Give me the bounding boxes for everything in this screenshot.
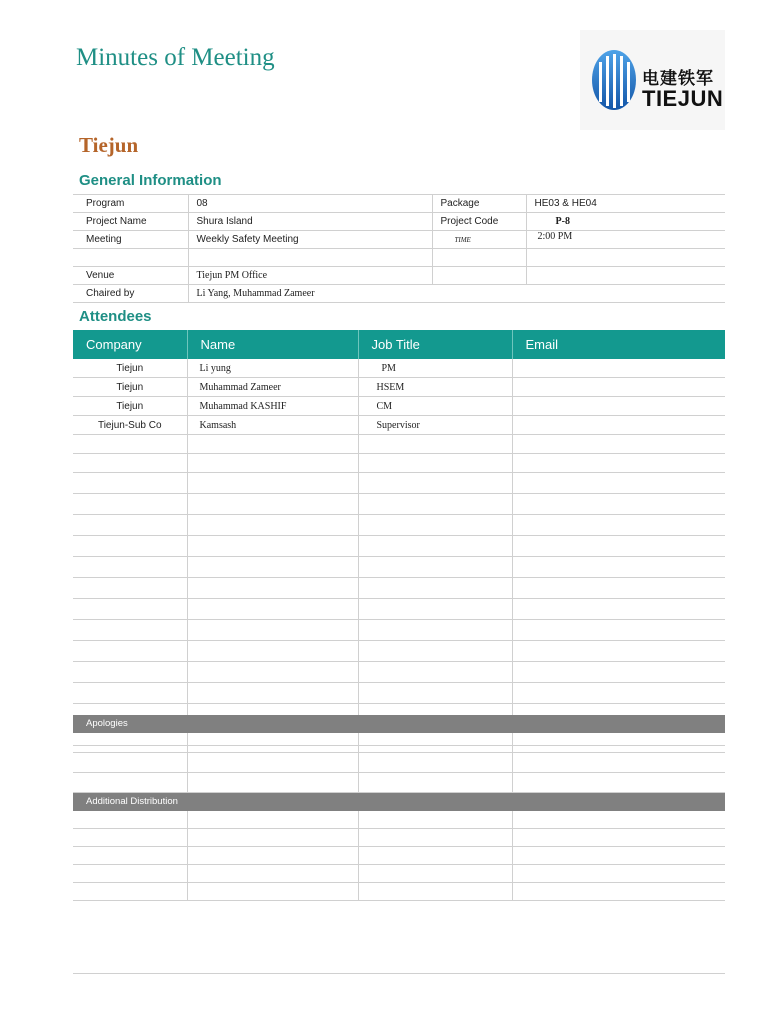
- table-row-empty: [73, 515, 725, 536]
- project-code-value: P-8: [526, 213, 725, 231]
- attendee-job-title: Supervisor: [358, 416, 512, 435]
- table-row-empty: [73, 473, 725, 494]
- table-row-empty: [73, 847, 725, 865]
- chaired-by-label: Chaired by: [73, 285, 188, 303]
- table-row-empty: [73, 557, 725, 578]
- table-row-empty: [73, 641, 725, 662]
- meeting-value: Weekly Safety Meeting: [188, 231, 432, 249]
- additional-distribution-label: Additional Distribution: [86, 796, 178, 807]
- venue-value: Tiejun PM Office: [188, 267, 432, 285]
- table-row-empty: [73, 883, 725, 901]
- column-header-email: Email: [512, 330, 725, 359]
- info-row: [73, 213, 725, 231]
- table-row-empty: [73, 620, 725, 641]
- attendee-company: Tiejun: [73, 359, 187, 378]
- package-value: HE03 & HE04: [526, 195, 725, 213]
- attendee-name: Muhammad KASHIF: [187, 397, 358, 416]
- attendee-email: [512, 378, 725, 397]
- project-name-label: Project Name: [73, 213, 188, 231]
- time-label: TIME: [432, 231, 526, 249]
- column-header-name: Name: [187, 330, 358, 359]
- info-row-empty: [73, 249, 725, 267]
- info-row: [73, 285, 725, 303]
- footer-divider: [73, 973, 725, 974]
- company-name: Tiejun: [79, 133, 139, 157]
- attendee-company: Tiejun: [73, 397, 187, 416]
- logo-chinese-text: 电建铁军: [642, 69, 714, 89]
- table-row: [73, 359, 725, 378]
- info-row: [73, 231, 725, 249]
- additional-distribution-bar: [73, 793, 725, 811]
- table-row-empty: [73, 435, 725, 454]
- logo-emblem-icon: [590, 48, 638, 112]
- table-row-empty: [73, 772, 725, 792]
- attendee-job-title: HSEM: [358, 378, 512, 397]
- table-row: [73, 416, 725, 435]
- time-value: 2:00 PM: [526, 231, 725, 249]
- attendees-heading: Attendees: [79, 308, 152, 325]
- apologies-label: Apologies: [86, 718, 128, 729]
- table-row-empty: [73, 494, 725, 515]
- info-row: [73, 267, 725, 285]
- apologies-bar: [73, 715, 725, 733]
- project-code-label: Project Code: [432, 213, 526, 231]
- column-header-job-title: Job Title: [358, 330, 512, 359]
- general-info-heading: General Information: [79, 172, 222, 189]
- logo-english-text: TIEJUN: [642, 86, 724, 111]
- attendee-company: Tiejun: [73, 378, 187, 397]
- attendee-job-title: CM: [358, 397, 512, 416]
- table-row-empty: [73, 454, 725, 473]
- table-row: [73, 378, 725, 397]
- table-row-empty: [73, 733, 725, 752]
- table-row-empty: [73, 829, 725, 847]
- program-label: Program: [73, 195, 188, 213]
- table-row-empty: [73, 662, 725, 683]
- table-row-empty: [73, 578, 725, 599]
- table-row-empty: [73, 865, 725, 883]
- general-info-table: [73, 194, 725, 303]
- table-row-empty: [73, 536, 725, 557]
- table-row-empty: [73, 683, 725, 704]
- attendees-header-row: [73, 330, 725, 359]
- attendee-company: Tiejun-Sub Co: [73, 416, 187, 435]
- program-value: 08: [188, 195, 432, 213]
- distribution-table: [73, 811, 725, 901]
- attendee-name: Muhammad Zameer: [187, 378, 358, 397]
- attendee-job-title: PM: [358, 359, 512, 378]
- info-row: [73, 195, 725, 213]
- table-row-empty: [73, 599, 725, 620]
- attendee-name: Li yung: [187, 359, 358, 378]
- attendee-email: [512, 359, 725, 378]
- tiejun-logo: [580, 30, 725, 130]
- meeting-label: Meeting: [73, 231, 188, 249]
- attendee-email: [512, 416, 725, 435]
- table-row: [73, 397, 725, 416]
- table-row-empty: [73, 811, 725, 829]
- table-row-empty: [73, 752, 725, 772]
- column-header-company: Company: [73, 330, 187, 359]
- attendee-name: Kamsash: [187, 416, 358, 435]
- package-label: Package: [432, 195, 526, 213]
- attendee-email: [512, 397, 725, 416]
- project-name-value: Shura Island: [188, 213, 432, 231]
- venue-label: Venue: [73, 267, 188, 285]
- attendees-table: [73, 330, 725, 746]
- apologies-table: [73, 733, 725, 793]
- page-title: Minutes of Meeting: [76, 44, 275, 71]
- chaired-by-value: Li Yang, Muhammad Zameer: [188, 285, 725, 303]
